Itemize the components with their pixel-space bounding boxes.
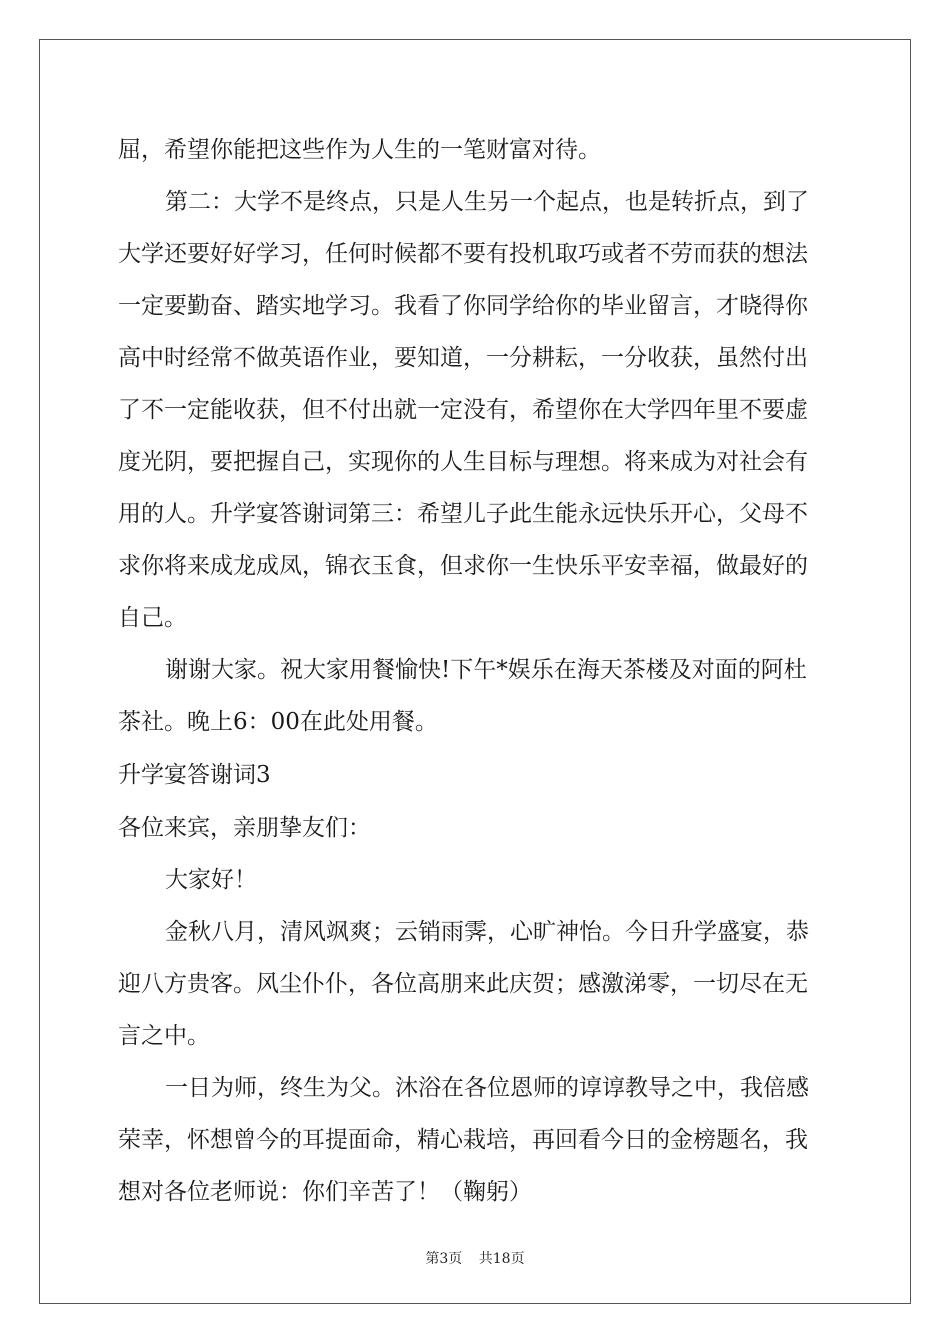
text-line: 迎八方贵客。风尘仆仆，各位高朋来此庆贺；感激涕零，一切尽在无 — [118, 971, 808, 997]
text-line: 一定要勤奋、踏实地学习。我看了你同学给你的毕业留言，才晓得你 — [118, 293, 808, 319]
section-heading: 升学宴答谢词3 — [118, 762, 271, 788]
paragraph-start: 谢谢大家。祝大家用餐愉快!下午*娱乐在海天茶楼及对面的阿杜 — [165, 657, 807, 683]
text-line: 用的人。升学宴答谢词第三：希望儿子此生能永远快乐开心，父母不 — [118, 501, 808, 527]
text-line: 度光阴，要把握自己，实现你的人生目标与理想。将来成为对社会有 — [118, 449, 808, 475]
text-line: 大学还要好好学习，任何时候都不要有投机取巧或者不劳而获的想法 — [118, 241, 808, 267]
page-total: 共18页 — [478, 1251, 525, 1267]
text-line: 高中时经常不做英语作业，要知道，一分耕耘，一分收获，虽然付出 — [118, 345, 808, 371]
paragraph-start: 一日为师，终生为父。沐浴在各位恩师的谆谆教导之中，我倍感 — [165, 1075, 809, 1101]
paragraph-start: 第二：大学不是终点，只是人生另一个起点，也是转折点，到了 — [165, 189, 809, 215]
text-line: 荣幸，怀想曾今的耳提面命，精心栽培，再回看今日的金榜题名，我 — [118, 1127, 808, 1153]
page-number: 第3页 — [425, 1251, 463, 1267]
text-line: 言之中。 — [118, 1023, 210, 1049]
text-line: 茶社。晚上6：00在此处用餐。 — [118, 709, 438, 735]
page-footer — [0, 1248, 950, 1268]
text-line: 自己。 — [118, 605, 187, 631]
salutation: 各位来宾，亲朋挚友们： — [118, 815, 371, 841]
document-body — [118, 124, 834, 1218]
text-line: 屈，希望你能把这些作为人生的一笔财富对待。 — [118, 137, 601, 163]
text-line: 求你将来成龙成凤，锦衣玉食，但求你一生快乐平安幸福，做最好的 — [118, 553, 808, 579]
paragraph-start: 金秋八月，清风飒爽；云销雨霁，心旷神怡。今日升学盛宴，恭 — [165, 919, 809, 945]
text-line: 想对各位老师说：你们辛苦了！（鞠躬） — [118, 1179, 532, 1205]
text-line: 了不一定能收获，但不付出就一定没有，希望你在大学四年里不要虚 — [118, 397, 808, 423]
greeting: 大家好！ — [165, 867, 257, 893]
